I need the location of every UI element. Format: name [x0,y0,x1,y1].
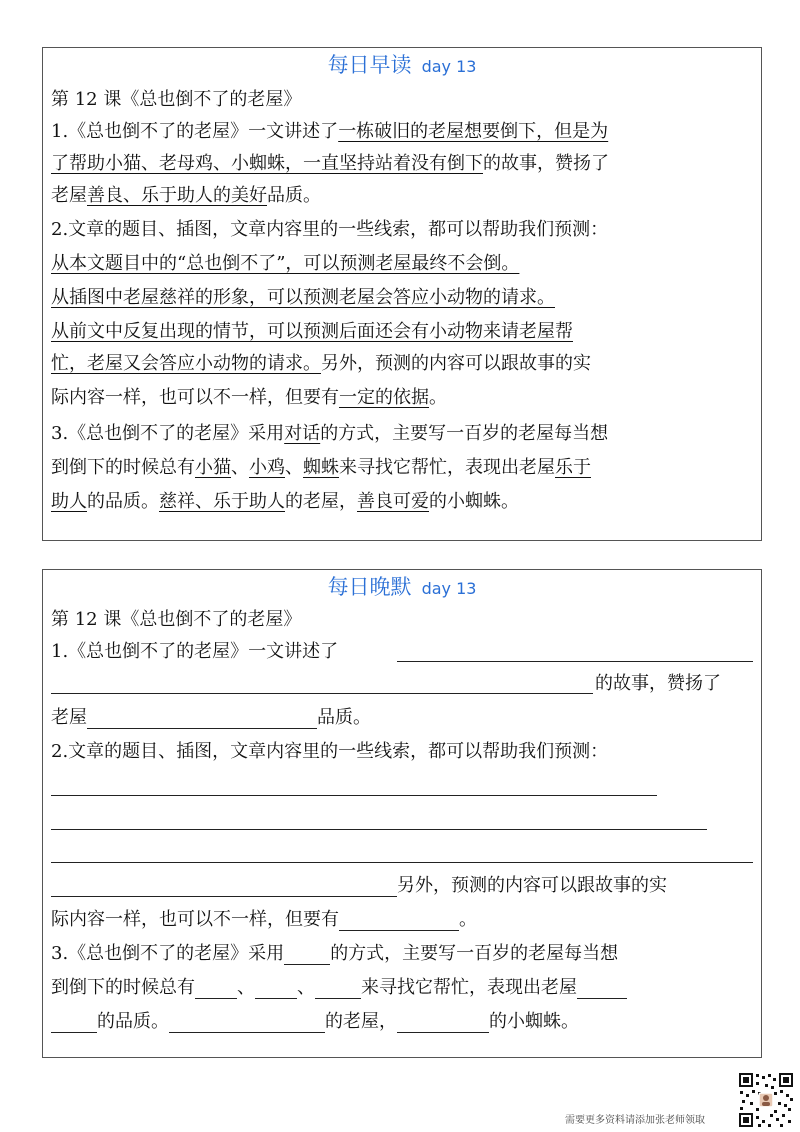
evening-q2-prompt: 2.文章的题目、插图，文章内容里的一些线索，都可以帮助我们预测： [51,741,609,762]
fill-blank[interactable] [87,706,317,729]
morning-q2-answer-1: 从本文题目中的“总也倒不了”，可以预测老屋最终不会倒。 [51,253,520,274]
fill-blank[interactable] [397,661,753,662]
morning-q3-line2: 到倒下的时候总有小猫、小鸡、蜘蛛来寻找它帮忙，表现出老屋乐于 [51,457,591,478]
evening-q2-line5: 际内容一样，也可以不一样，但要有 。 [51,909,477,930]
fill-blank[interactable] [255,976,297,999]
fill-blank[interactable] [397,1010,489,1033]
morning-q1-line3: 老屋善良、乐于助人的美好品质。 [51,185,321,206]
fill-blank[interactable] [577,976,627,999]
morning-q1-line1: 1.《总也倒不了的老屋》一文讲述了一栋破旧的老屋想要倒下，但是为 [51,121,609,142]
morning-q3-line3: 助人的品质。慈祥、乐于助人的老屋，善良可爱的小蜘蛛。 [51,491,519,512]
evening-q1-line3: 老屋 品质。 [51,707,371,728]
morning-q3-line1: 3.《总也倒不了的老屋》采用对话的方式，主要写一百岁的老屋每当想 [51,423,609,444]
fill-blank[interactable] [284,942,330,965]
fill-blank[interactable] [195,976,237,999]
fill-blank[interactable] [51,795,657,796]
fill-blank[interactable] [51,829,707,830]
morning-q2-line5: 际内容一样，也可以不一样，但要有一定的依据。 [51,387,447,408]
fill-blank[interactable] [51,693,593,694]
morning-title: 每日早读 day 13 [327,53,477,77]
morning-q2-prompt: 2.文章的题目、插图，文章内容里的一些线索，都可以帮助我们预测： [51,219,609,240]
evening-q3-line1: 3.《总也倒不了的老屋》采用 的方式，主要写一百岁的老屋每当想 [51,943,619,964]
evening-q1-line2: 的故事，赞扬了 [595,673,721,694]
fill-blank[interactable] [169,1010,325,1033]
qr-code-icon [738,1072,794,1128]
fill-blank[interactable] [51,874,397,897]
fill-blank[interactable] [339,908,459,931]
morning-lesson-title: 第 12 课《总也倒不了的老屋》 [51,89,302,110]
fill-blank[interactable] [51,862,753,863]
evening-q3-line3: 的品质。 的老屋， 的小蜘蛛。 [51,1006,579,1038]
fill-blank[interactable] [315,976,361,999]
morning-q1-line2: 了帮助小猫、老母鸡、小蜘蛛，一直坚持站着没有倒下的故事，赞扬了 [51,153,609,174]
morning-q2-answer-2: 从插图中老屋慈祥的形象，可以预测老屋会答应小动物的请求。 [51,287,555,308]
evening-title: 每日晚默 day 13 [327,575,477,599]
evening-lesson-title: 第 12 课《总也倒不了的老屋》 [51,609,302,630]
evening-q1-line1: 1.《总也倒不了的老屋》一文讲述了 [51,641,339,662]
footer-note: 需要更多资料请添加张老师领取 [565,1115,705,1126]
morning-q2-line4: 忙，老屋又会答应小动物的请求。另外，预测的内容可以跟故事的实 [51,353,591,374]
morning-reading-panel [42,47,762,541]
fill-blank[interactable] [51,1010,97,1033]
evening-dictation-panel [42,569,762,1058]
morning-q2-answer-3: 从前文中反复出现的情节，可以预测后面还会有小动物来请老屋帮 [51,321,573,342]
evening-q3-line2: 到倒下的时候总有 、 、 来寻找它帮忙，表现出老屋 [51,972,627,1004]
evening-q2-line4: 另外，预测的内容可以跟故事的实 [51,870,667,902]
